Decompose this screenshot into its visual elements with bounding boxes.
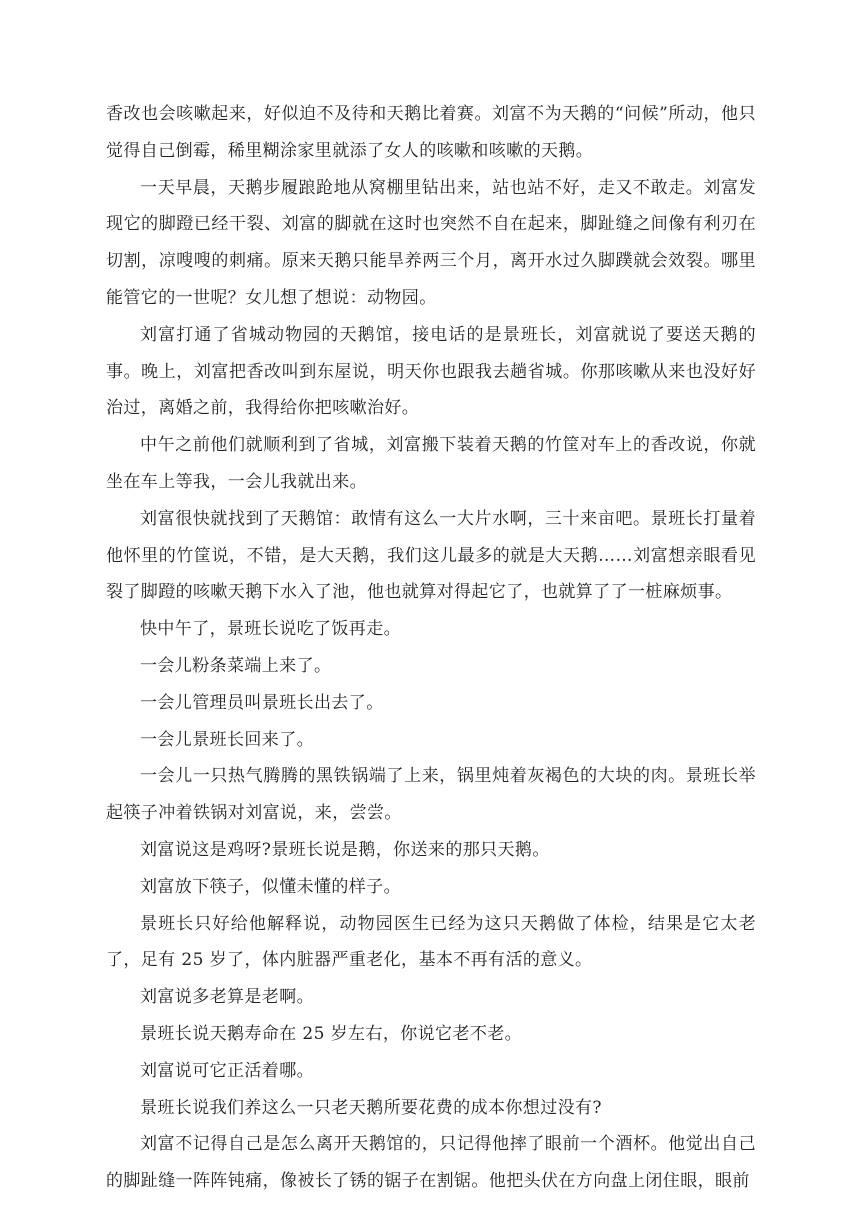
- paragraph-5: 刘富很快就找到了天鹅馆：敢情有这么一大片水啊，三十来亩吧。景班长打量着他怀里的竹筐说，不错，是大天鹅，我们这儿最多的就是大天鹅……刘富想亲眼看见裂了脚蹬的咳嗽天鹅下水入了池，他也就算对得起它了，也就算了了一桩麻烦事。: [106, 508, 756, 603]
- paragraph-4: 中午之前他们就顺利到了省城，刘富搬下装着天鹅的竹筐对车上的香改说，你就坐在车上等我，一会儿我就出来。: [106, 435, 756, 492]
- article-body: [106, 96, 756, 1200]
- paragraph-1: 香改也会咳嗽起来，好似迫不及待和天鹅比着赛。刘富不为天鹅的“问候”所动，他只觉得自己倒霉，稀里糊涂家里就添了女人的咳嗽和咳嗽的天鹅。: [106, 104, 756, 161]
- paragraph-3: 刘富打通了省城动物园的天鹅馆，接电话的是景班长，刘富就说了要送天鹅的事。晚上，刘富把香改叫到东屋说，明天你也跟我去趟省城。你那咳嗽从来也没好好治过，离婚之前，我得给你把咳嗽治好。: [106, 324, 756, 419]
- paragraph-7: 一会儿粉条菜端上来了。: [140, 655, 332, 676]
- paragraph-17: 景班长说我们养这么一只老天鹅所要花费的成本你想过没有?: [140, 1097, 602, 1118]
- paragraph-6: 快中午了，景班长说吃了饭再走。: [140, 619, 401, 640]
- paragraph-2: 一天早晨，天鹅步履踉跄地从窝棚里钻出来，站也站不好，走又不敢走。刘富发现它的脚蹬已经干裂、刘富的脚就在这时也突然不自在起来，脚趾缝之间像有利刃在切割，凉嗖嗖的刺痛。原来天鹅只能旱养两三个月，离开水过久脚蹼就会效裂。哪里能管它的一世呢？女儿想了想说：动物园。: [106, 177, 756, 308]
- paragraph-8: 一会儿管理员叫景班长出去了。: [140, 692, 384, 713]
- paragraph-13: 景班长只好给他解释说，动物园医生已经为这只天鹅做了体检，结果是它太老了，足有 25 岁了，体内脏器严重老化，基本不再有活的意义。: [106, 913, 756, 971]
- paragraph-16: 刘富说可它正活着哪。: [140, 1060, 314, 1081]
- paragraph-12: 刘富放下筷子，似懂未懂的样子。: [140, 876, 401, 897]
- paragraph-18: 刘富不记得自己是怎么离开天鹅馆的，只记得他摔了眼前一个酒杯。他觉出自己的脚趾缝一阵阵钝痛，像被长了锈的锯子在割锯。他把头伏在方向盘上闭住眼，眼前: [106, 1134, 756, 1192]
- paragraph-10: 一会儿一只热气腾腾的黑铁锅端了上来，锅里炖着灰褐色的大块的肉。景班长举起筷子冲着铁锅对刘富说，来，尝尝。: [106, 766, 756, 824]
- paragraph-15: 景班长说天鹅寿命在 25 岁左右，你说它老不老。: [140, 1023, 523, 1044]
- paragraph-9: 一会儿景班长回来了。: [140, 729, 314, 750]
- paragraph-14: 刘富说多老算是老啊。: [140, 987, 314, 1008]
- paragraph-11: 刘富说这是鸡呀?景班长说是鹅，你送来的那只天鹅。: [140, 839, 550, 860]
